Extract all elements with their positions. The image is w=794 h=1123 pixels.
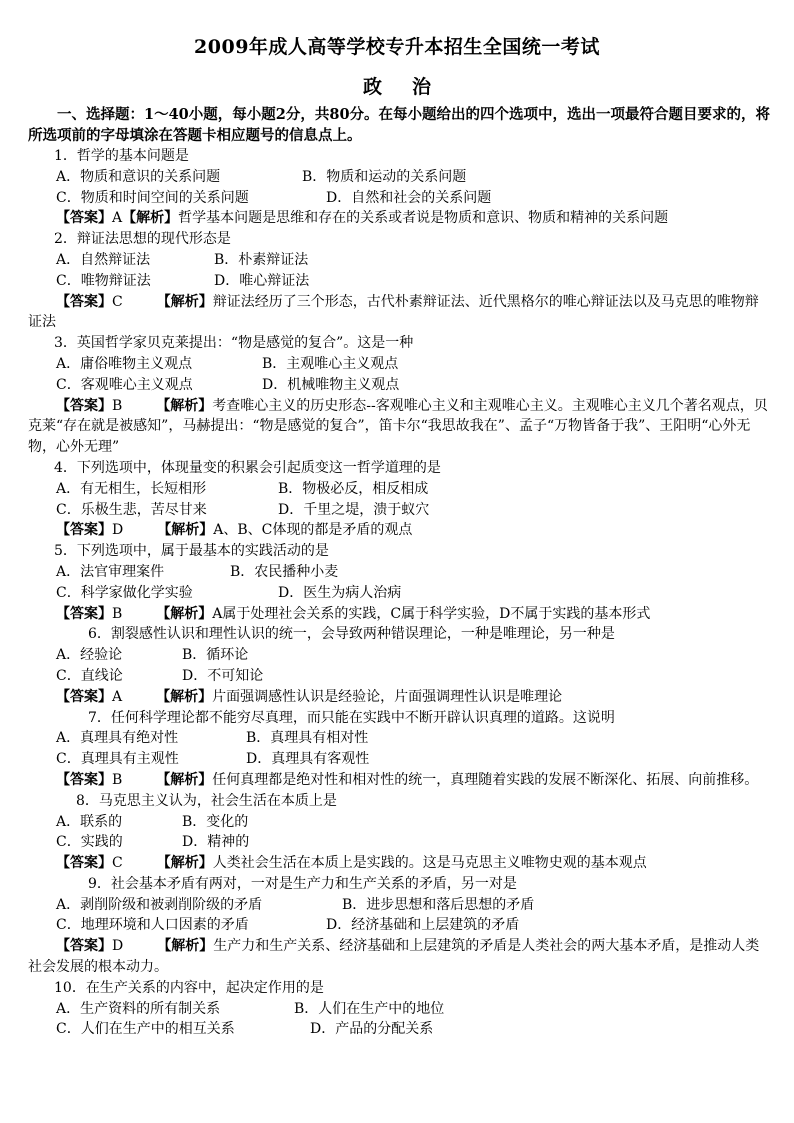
answer-tag: 【答案】 (56, 397, 112, 414)
option-b: B．真理具有相对性 (246, 730, 369, 747)
analysis-text: 片面强调感性认识是经验论，片面强调理性认识是唯理论 (212, 688, 563, 705)
analysis-tag: 【解析】 (156, 397, 213, 414)
answer-tag: 【答案】 (56, 688, 112, 705)
option-row (28, 188, 772, 209)
answer-letter: C (112, 293, 123, 310)
option-d: D．千里之堤，溃于蚁穴 (278, 501, 430, 518)
option-a: A．剥削阶级和被剥削阶级的矛盾 (56, 896, 263, 913)
option-a: A．物质和意识的关系问题 (56, 168, 221, 185)
option-b: B．进步思想和落后思想的矛盾 (342, 896, 535, 913)
answer-tag: 【答案】 (56, 855, 112, 872)
option-d: D．产品的分配关系 (310, 1021, 434, 1038)
option-c: C．物质和时间空间的关系问题 (56, 189, 249, 206)
option-b: B．农民播种小麦 (230, 563, 339, 580)
analysis-text: A、B、C体现的都是矛盾的观点 (213, 522, 413, 539)
answer-block (28, 292, 772, 334)
option-row (28, 375, 772, 396)
question-stem: 3．英国哲学家贝克莱提出：“物是感觉的复合”。这是一种 (54, 335, 414, 352)
option-row (28, 812, 772, 833)
answer-tag: 【答案】 (56, 210, 112, 227)
option-a: A．联系的 (56, 813, 123, 830)
option-c: C．人们在生产中的相互关系 (56, 1021, 235, 1038)
answer-letter: A (112, 688, 123, 705)
answer-letter: B (112, 771, 123, 788)
option-row (28, 728, 772, 749)
analysis-text: 任何真理都是绝对性和相对性的统一，真理随着实践的发展不断深化、拓展、向前推移。 (212, 771, 759, 788)
analysis-tag: 【解析】 (156, 688, 213, 705)
answer-letter: C (112, 855, 123, 872)
answer-line (28, 520, 772, 541)
answer-block (28, 396, 772, 458)
analysis-text: A属于处理社会关系的实践，C属于科学实验，D不属于实践的基本形式 (212, 605, 651, 622)
analysis-text: 辩证法经历了三个形态，古代朴素辩证法、近代黑格尔的唯心辩证法以及马克思的唯物辩证法 (28, 293, 759, 331)
answer-letter: A (112, 210, 123, 227)
question-stem: 9．社会基本矛盾有两对，一对是生产力和生产关系的矛盾，另一对是 (88, 875, 517, 892)
option-row (28, 167, 772, 188)
analysis-tag: 【解析】 (156, 605, 213, 622)
answer-letter: D (112, 522, 124, 539)
option-a: A．庸俗唯物主义观点 (56, 355, 193, 372)
option-b: B．变化的 (182, 813, 249, 830)
option-d: D．机械唯物主义观点 (262, 376, 400, 393)
option-d: D．精神的 (182, 834, 250, 851)
analysis-text: 人类社会生活在本质上是实践的。这是马克思主义唯物史观的基本观点 (212, 855, 647, 872)
answer-line (28, 604, 772, 625)
option-a: A．自然辩证法 (56, 251, 151, 268)
option-row (28, 354, 772, 375)
option-row (28, 666, 772, 687)
analysis-tag: 【解析】 (156, 771, 213, 788)
answer-line (28, 208, 772, 229)
option-row (28, 749, 772, 770)
option-d: D．经济基础和上层建筑的矛盾 (326, 917, 520, 934)
analysis-tag: 【解析】 (122, 210, 179, 227)
option-row (28, 1019, 772, 1040)
answer-tag: 【答案】 (56, 522, 112, 539)
option-c: C．地理环境和人口因素的矛盾 (56, 917, 249, 934)
option-a: A．经验论 (56, 647, 123, 664)
analysis-tag: 【解析】 (157, 938, 214, 955)
answer-letter: B (112, 605, 123, 622)
answer-line (28, 853, 772, 874)
question-stem: 1．哲学的基本问题是 (54, 148, 189, 164)
analysis-text: 生产力和生产关系、经济基础和上层建筑的矛盾是人类社会的两大基本矛盾，是推动人类社会发展的根本动力。 (28, 938, 760, 976)
analysis-text: 考查唯心主义的历史形态--客观唯心主义和主观唯心主义。主观唯心主义几个著名观点，贝克莱“存在就是被感知”，马赫提出：“物是感觉的复合”，笛卡尔“我思故我在”、孟子“万物皆备于我”、王阳明“心外无物，心外无理” (28, 397, 768, 456)
question-stem: 8．马克思主义认为，社会生活在本质上是 (76, 792, 337, 809)
option-row (28, 500, 772, 521)
option-d: D．自然和社会的关系问题 (326, 189, 492, 206)
option-b: B．物极必反，相反相成 (278, 480, 429, 497)
answer-letter: D (112, 938, 124, 955)
analysis-tag: 【解析】 (156, 855, 213, 872)
option-b: B．人们在生产中的地位 (294, 1000, 445, 1017)
analysis-text: 哲学基本问题是思维和存在的关系或者说是物质和意识、物质和精神的关系问题 (178, 210, 669, 227)
option-b: B．主观唯心主义观点 (262, 355, 399, 372)
question-stem: 6．割裂感性认识和理性认识的统一，会导致两种错误理论，一种是唯理论，另一种是 (88, 626, 615, 643)
answer-block (28, 936, 772, 978)
answer-line (28, 687, 772, 708)
option-row (28, 583, 772, 604)
option-row (28, 645, 772, 666)
option-row (28, 479, 772, 500)
exam-title: 2009年成人高等学校专升本招生全国统一考试 (194, 36, 600, 58)
option-d: D．真理具有客观性 (246, 751, 370, 768)
question-stem: 2．辩证法思想的现代形态是 (54, 231, 231, 248)
option-d: D．医生为病人治病 (278, 584, 402, 601)
answer-tag: 【答案】 (56, 938, 112, 955)
section-instruction: 一、选择题：1～40小题，每小题2分，共80分。在每小题给出的四个选项中，选出一项最符合题目要求的，将所选项前的字母填涂在答题卡相应题号的信息点上。 (28, 106, 771, 144)
option-a: A．生产资料的所有制关系 (56, 1000, 221, 1017)
option-a: A．真理具有绝对性 (56, 730, 179, 747)
subject-char-2: 治 (412, 76, 432, 98)
option-d: D．不可知论 (182, 667, 264, 684)
answer-tag: 【答案】 (56, 293, 112, 310)
question-stem: 10．在生产关系的内容中，起决定作用的是 (54, 979, 324, 996)
question-stem: 5．下列选项中，属于最基本的实践活动的是 (54, 543, 329, 560)
option-row (28, 832, 772, 853)
question-stem: 7．任何科学理论都不能穷尽真理，而只能在实践中不断开辟认识真理的道路。这说明 (88, 709, 615, 726)
subject-char-1: 政 (362, 76, 382, 98)
option-row (28, 915, 772, 936)
answer-block (28, 770, 772, 791)
option-c: C．直线论 (56, 667, 123, 684)
option-b: B．物质和运动的关系问题 (302, 168, 467, 185)
answer-letter: B (112, 397, 123, 414)
subject-heading (0, 72, 794, 99)
option-b: B．朴素辩证法 (214, 251, 309, 268)
answer-tag: 【答案】 (56, 605, 112, 622)
option-c: C．真理具有主观性 (56, 751, 179, 768)
option-a: A．有无相生，长短相形 (56, 480, 207, 497)
option-row (28, 999, 772, 1020)
question-stem: 4．下列选项中，体现量变的积累会引起质变这一哲学道理的是 (54, 459, 441, 476)
option-row (28, 562, 772, 583)
answer-tag: 【答案】 (56, 771, 112, 788)
option-c: C．乐极生悲，苦尽甘来 (56, 501, 207, 518)
option-c: C．实践的 (56, 834, 123, 851)
option-c: C．科学家做化学实验 (56, 584, 193, 601)
option-c: C．唯物辩证法 (56, 272, 151, 289)
option-c: C．客观唯心主义观点 (56, 376, 193, 393)
analysis-tag: 【解析】 (157, 522, 214, 539)
option-d: D．唯心辩证法 (214, 272, 310, 289)
question-list (28, 146, 772, 1040)
option-b: B．循环论 (182, 647, 249, 664)
option-a: A．法官审理案件 (56, 563, 165, 580)
option-row (28, 271, 772, 292)
option-row (28, 250, 772, 271)
option-row (28, 895, 772, 916)
analysis-tag: 【解析】 (156, 293, 213, 310)
